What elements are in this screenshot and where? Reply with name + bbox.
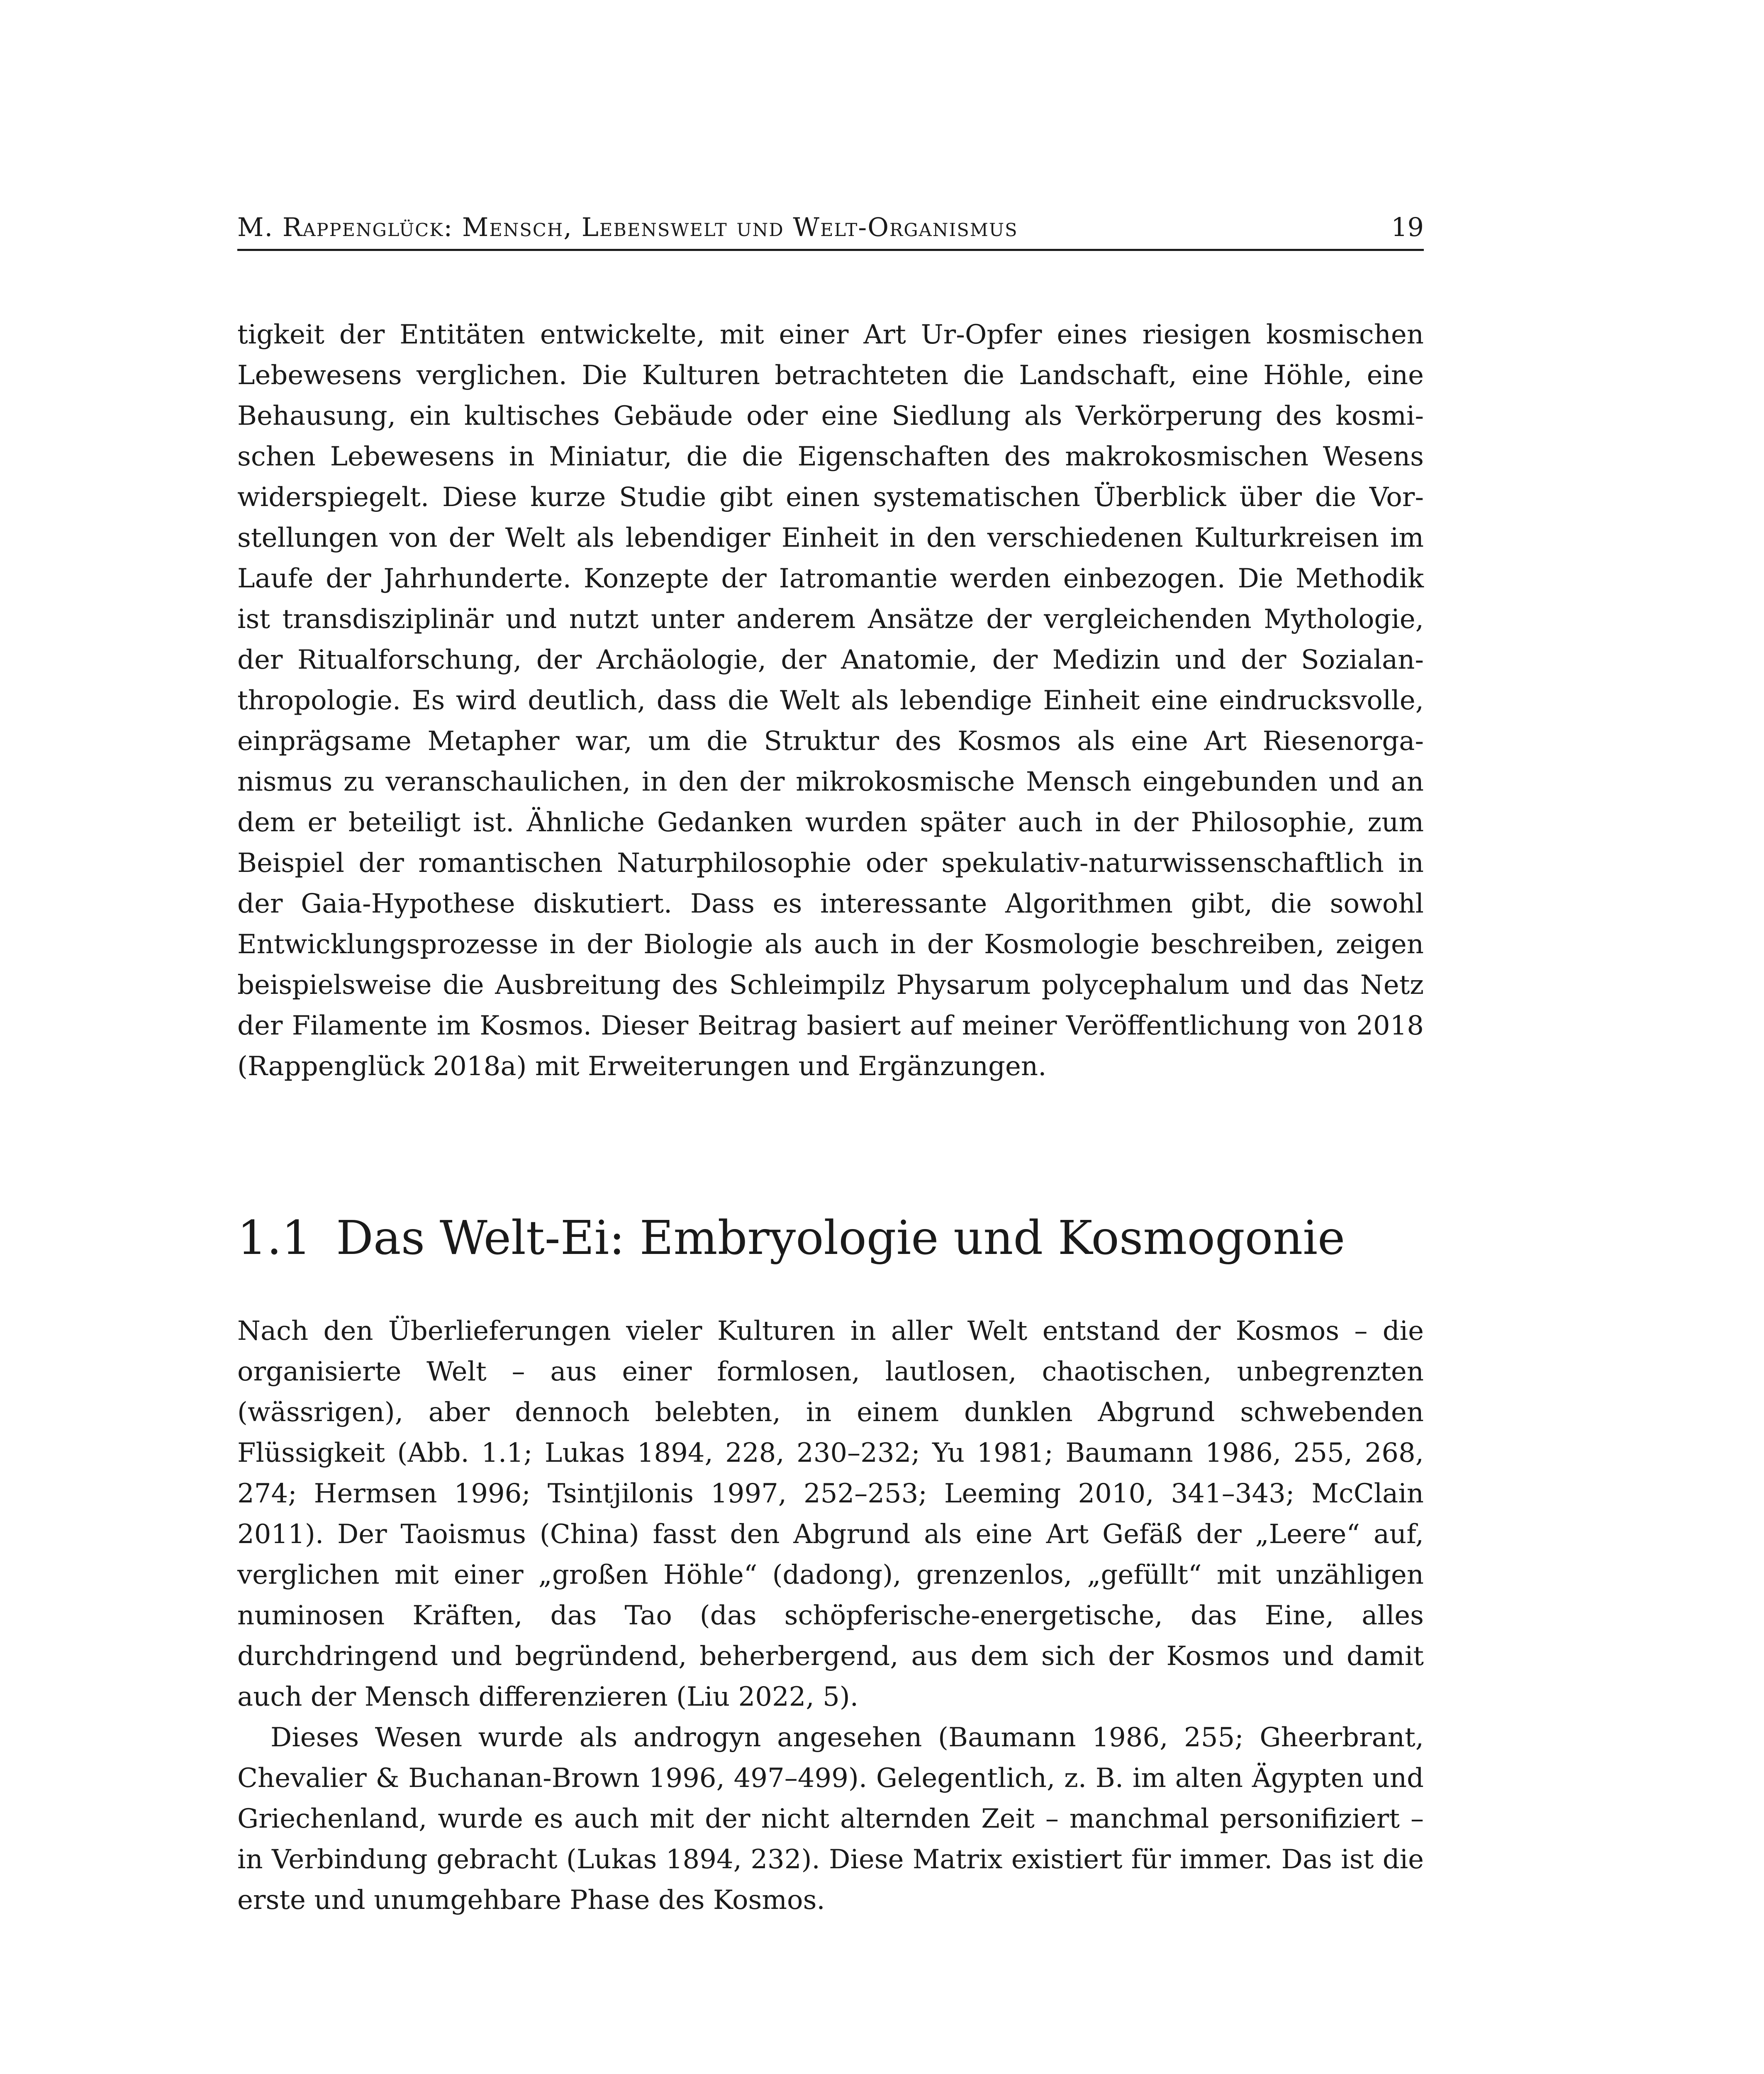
running-head-title: M. Rappenglück: Mensch, Lebenswelt und Welt-Organismus: [237, 212, 1018, 242]
section-paragraph-1: Nach den Überlieferungen vieler Kulturen in aller Welt entstand der Kosmos – die organisierte Welt – aus einer formlosen, lautlosen, chaotischen, unbegrenzten (wässrigen), aber dennoch belebten, in einem dunklen Abgrund schwebenden Flüssigkeit (Abb. 1.1; Lukas 1894, 228, 230–232; Yu 1981; Baumann 1986, 255, 268, 274; Hermsen 1996; Tsintjilonis 1997, 252–253; Leeming 2010, 341–343; McClain 2011). Der Taoismus (China) fasst den Abgrund als eine Art Gefäß der „Leere“ auf, verglichen mit einer „großen Höhle“ (dadong), grenzenlos, „gefüllt“ mit unzähligen numinosen Kräften, das Tao (das schöpferische-energetische, das Eine, alles durchdringend und begründend, beherbergend, aus dem sich der Kosmos und damit auch der Mensch differenzieren (Liu 2022, 5).: [237, 1316, 1424, 1712]
abstract-paragraph: tigkeit der Entitäten entwickelte, mit einer Art Ur-Opfer eines riesigen kosmischen Lebewesens verglichen. Die Kulturen betrachteten die Landschaft, eine Höhle, eine Behausung, ein kultisches Gebäude oder eine Siedlung als Verkörperung des kosmischen Lebewesens in Miniatur, die die Eigenschaften des makrokosmischen Wesens widerspiegelt. Diese kurze Studie gibt einen systematischen Überblick über die Vorstellungen von der Welt als lebendiger Einheit in den verschiedenen Kulturkreisen im Laufe der Jahrhunderte. Konzepte der Iatromantie werden einbezogen. Die Methodik ist transdisziplinär und nutzt unter anderem Ansätze der vergleichenden Mythologie, der Ritualforschung, der Archäologie, der Anatomie, der Medizin und der Sozialanthropologie. Es wird deutlich, dass die Welt als lebendige Einheit eine eindrucksvolle, einprägsame Metapher war, um die Struktur des Kosmos als eine Art Riesenorganismus zu veranschaulichen, in den der mikrokosmische Mensch eingebunden und an dem er beteiligt ist. Ähnliche Gedanken wurden später auch in der Philosophie, zum Beispiel der romantischen Naturphilosophie oder spekulativ-naturwissenschaftlich in der Gaia-Hypothese diskutiert. Dass es interessante Algorithmen gibt, die sowohl Entwicklungsprozesse in der Biologie als auch in der Kosmologie beschreiben, zeigen beispielsweise die Ausbreitung des Schleimpilz Physarum polycephalum und das Netz der Filamente im Kosmos. Dieser Beitrag basiert auf meiner Veröffentlichung von 2018 (Rappenglück 2018a) mit Erweiterungen und Ergänzungen.: [237, 319, 1424, 1082]
running-head: [237, 209, 1424, 251]
section-paragraph-2: Dieses Wesen wurde als androgyn angesehen (Baumann 1986, 255; Gheerbrant, Chevalier & Buchanan-Brown 1996, 497–499). Gelegentlich, z. B. im alten Ägypten und Griechenland, wurde es auch mit der nicht alternden Zeit – manchmal personifiziert – in Verbindung gebracht (Lukas 1894, 232). Diese Matrix existiert für immer. Das ist die erste und unumgehbare Phase des Kosmos.: [237, 1722, 1424, 1916]
section-title: Das Welt-Ei: Embryologie und Kosmogonie: [336, 1211, 1345, 1265]
section-number: 1.1: [237, 1211, 312, 1265]
section-body: [237, 1311, 1424, 1921]
page: [237, 0, 1424, 2074]
section-heading: [237, 1207, 1424, 1269]
page-number: 19: [1391, 212, 1424, 242]
